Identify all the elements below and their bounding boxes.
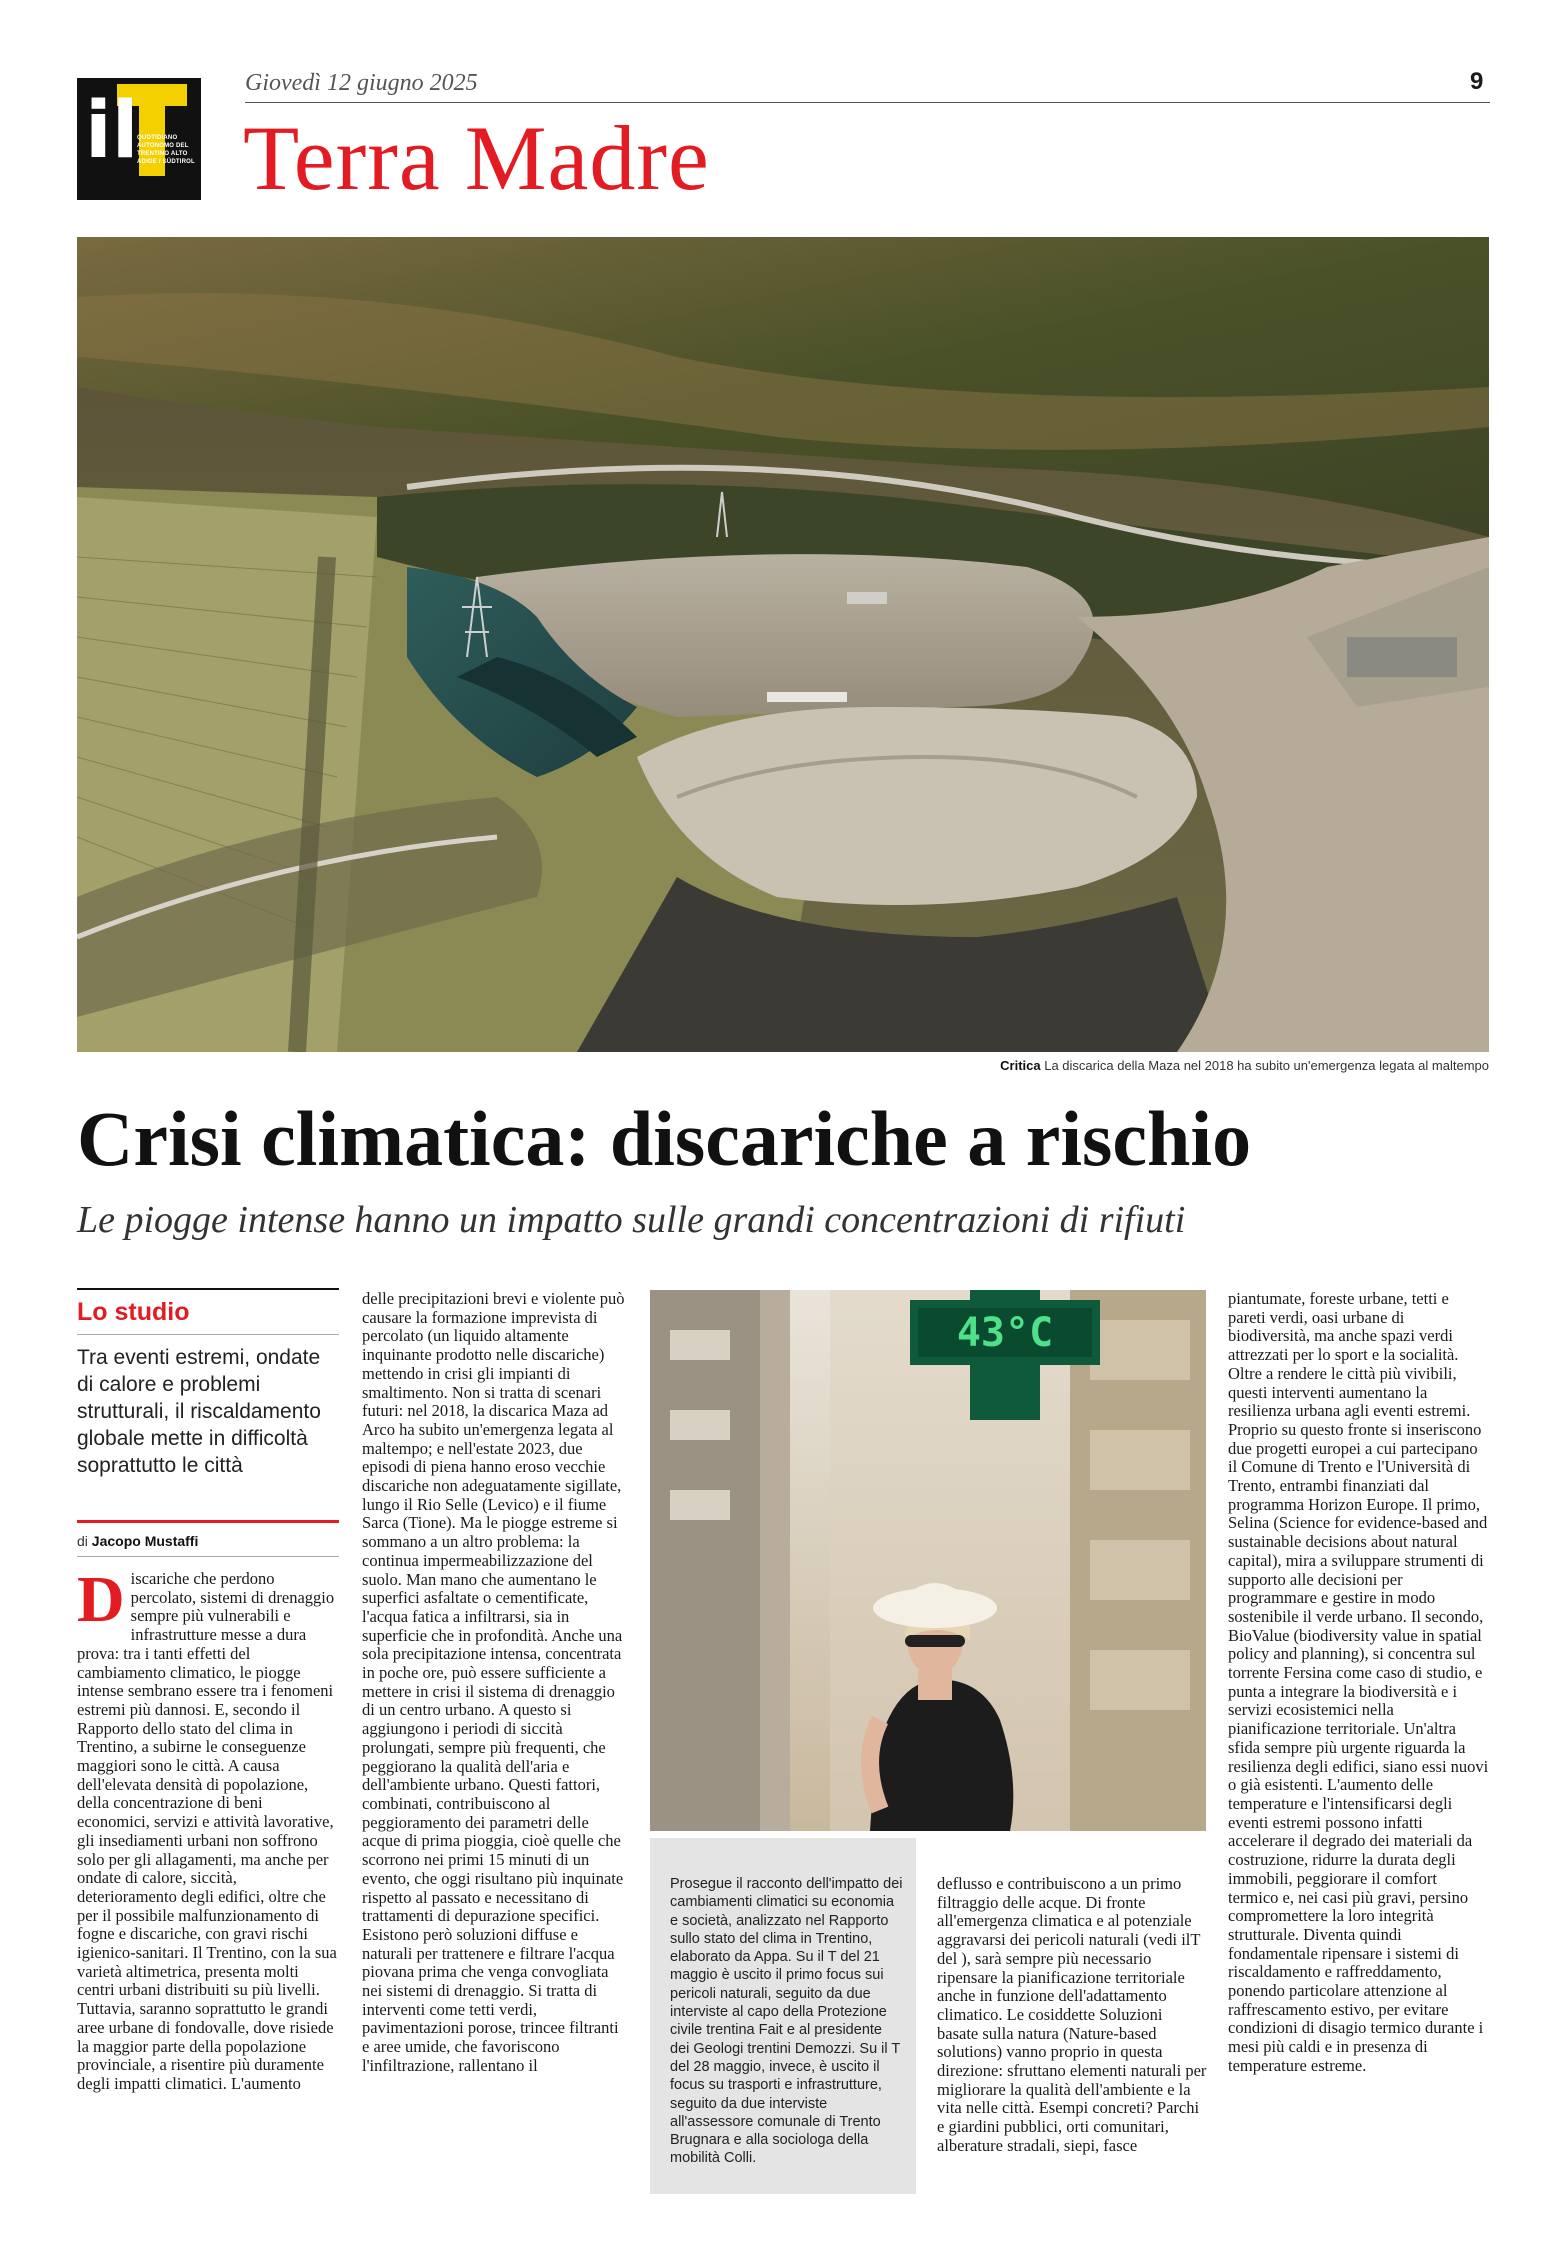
article-column-4: piantumate, foreste urbane, tetti e pareti verdi, oasi urbane di biodiversità, ma anche spazi verdi attrezzati per lo sport e la socialità. Oltre a rendere le città più vivibili, questi interventi aumentano la resilienza urbana agli eventi estremi. Proprio su questo fronte si inseriscono due progetti europei a cui partecipano il Comune di Trento e l'Università di Trento, entrambi finanziati dal programma Horizon Europe. Il primo, Selina (Science for evidence-based and sustainable decisions about natural capital), mira a sviluppare strumenti di supporto alle decisioni per programmare e gestire in modo sostenibile il verde urbano. Il secondo, BioValue (biodiversity value in spatial policy and planning), si concentra sul torrente Fersina come caso di studio, e punta a integrare la biodiversità e i servizi ecosistemici nella pianificazione territoriale. Un'altra sfida sempre più urgente riguarda la resilienza degli edifici, siano essi nuovi o già esistenti. L'aumento delle temperature e l'intensificarsi degli eventi estremi possono infatti accelerare il degrado dei materiali da costruzione, ridurre la durata degli immobili, peggiorare il comfort termico e, nei casi più gravi, persino compromettere la loro integrità strutturale. Diventa quindi fondamentale ripensare i sistemi di riscaldamento e raffreddamento, ponendo particolare attenzione al raffrescamento estivo, per evitare condizioni di disagio termico durante i mesi più caldi e in presenza di temperature estreme. [1228,1289,1489,2075]
article-column-2: delle precipitazioni brevi e violente può causare la formazione imprevista di percolato (un liquido altamente inquinante prodotto nelle discariche) mettendo in crisi gli impianti di smaltimento. Non si tratta di scenari futuri: nel 2018, la discarica Maza ad Arco ha subito un'emergenza legata al maltempo; e nell'estate 2023, due episodi di piena hanno eroso vecchie discariche non adeguatamente sigillate, lungo il Rio Selle (Levico) e il fiume Sarca (Tione). Ma le piogge estreme si sommano a un altro problema: la continua impermeabilizzazione del suolo. Man mano che aumentano le superfici asfaltate o cementificate, l'acqua fatica a infiltrarsi, sia in superficie che in profondità. Anche una sola precipitazione intensa, concentrata in poche ore, può essere sufficiente a mettere in crisi il sistema di drenaggio di un centro urbano. A questo si aggiungono i periodi di siccità prolungati, sempre più frequenti, che peggiorano la qualità dell'aria e dell'ambiente urbano. Questi fattori, combinati, contribuiscono al peggioramento dei parametri delle acque di prima pioggia, cioè quelle che scorrono nei primi 15 minuti di un evento, che oggi risultano più inquinate rispetto al passato e necessitano di trattamenti di depurazione specifici. Esistono però soluzioni diffuse e naturali per trattenere e filtrare l'acqua piovana prima che venga convogliata nei sistemi di drenaggio. Si tratta di interventi come tetti verdi, pavimentazioni porose, trincee filtranti e aree umide, che favoriscono l'infiltrazione, rallentano il [362,1289,625,2075]
box-label-rule [77,1334,339,1335]
landfill-photo [77,237,1489,1052]
issue-date: Giovedì 12 giugno 2025 [245,70,478,96]
section-title: Terra Madre [243,107,710,209]
byline-author: Jacopo Mustaffi [91,1533,199,1549]
caption-label: Critica [1000,1058,1041,1073]
photo-caption [77,1058,1489,1073]
article-subhead: Le piogge intense hanno un impatto sulle grandi concentrazioni di rifiuti [77,1199,1186,1241]
header-rule [245,102,1490,103]
related-coverage-text: Prosegue il racconto dell'impatto dei cambiamenti climatici su economia e società, analizzato nel Rapporto sullo stato del clima in Trentino, elaborato da Appa. Su il T del 21 maggio è uscito il primo focus sui pericoli naturali, seguito da due interviste al capo della Protezione civile trentina Fait e al presidente dei Geologi trentini Demozzi. Su il T del 28 maggio, invece, è uscito il focus su trasporti e infrastrutture, seguito da due interviste all'assessore comunale di Trento Brugnara e alla sociologa della mobilità Colli. [670,1876,903,2167]
box-label: Lo studio [77,1298,190,1326]
pharmacy-sign-temperature: 43°C [956,1310,1054,1356]
box-summary: Tra eventi estremi, ondate di calore e problemi strutturali, il riscaldamento globale mette in difficoltà soprattutto le città [77,1346,321,1477]
byline-prefix: di [77,1533,88,1549]
logo-i-letter: il [85,86,139,176]
article-column-1 [77,1563,339,2094]
dropcap: D [77,1563,125,1636]
byline [77,1533,198,1549]
byline-rule [77,1556,339,1557]
article-headline: Crisi climatica: discariche a rischio [77,1095,1252,1182]
heatwave-photo [650,1290,1206,1831]
box-top-rule [77,1288,339,1290]
box-bottom-rule [77,1520,339,1523]
page-number: 9 [1470,68,1484,95]
logo-tagline: QUOTIDIANO AUTONOMO DEL TRENTINO ALTO ADIGE / SÜDTIROL [137,135,195,165]
caption-text: La discarica della Maza nel 2018 ha subito un'emergenza legata al maltempo [1044,1058,1489,1073]
newspaper-logo [77,78,201,200]
article-column-3: deflusso e contribuiscono a un primo filtraggio delle acque. Di fronte all'emergenza climatica e al potenziale aggravarsi dei pericoli naturali (vedi ilT del ), sarà sempre più necessario ripensare la pianificazione territoriale anche in funzione dell'adattamento climatico. Le cosiddette Soluzioni basate sulla natura (Nature-based solutions) vanno proprio in questa direzione: sfruttano elementi naturali per migliorare la qualità dell'ambiente e la vita nelle città. Esempi concreti? Parchi e giardini pubblici, orti comunitari, alberature stradali, siepi, fasce [937,1874,1207,2155]
column-1-text: iscariche che perdono percolato, sistemi di drenaggio sempre più vulnerabili e infrastrutture messe a dura prova: tra i tanti effetti del cambiamento climatico, le piogge intense sembrano essere tra i fenomeni estremi più dannosi. E, secondo il Rapporto dello stato del clima in Trentino, a subirne le conseguenze maggiori sono le città. A causa dell'elevata densità di popolazione, della concentrazione di beni economici, servizi e attività lavorative, gli insediamenti urbani non soffrono solo per gli allagamenti, ma anche per ondate di calore, siccità, deterioramento degli edifici, oltre che per il possibile malfunzionamento di fogne e discariche, con gravi rischi igienico-sanitari. Il Trentino, con la sua varietà altimetrica, presenta molti centri urbani distribuiti su più livelli. Tuttavia, saranno soprattutto le grandi aree urbane di fondovalle, dove risiede la maggior parte della popolazione provinciale, a risentire più duramente degli impatti climatici. L'aumento [77,1569,337,2093]
